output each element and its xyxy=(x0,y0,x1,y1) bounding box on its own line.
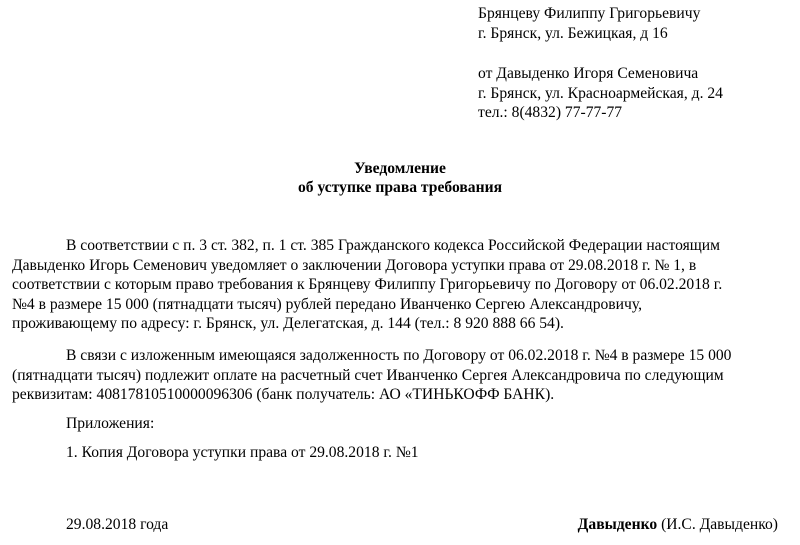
attachments-heading: Приложения: xyxy=(66,415,155,432)
paragraph-line: реквизитам: 40817810510000096306 (банк получатель: АО «ТИНЬКОФФ БАНК). xyxy=(12,386,555,403)
sender-phone: тел.: 8(4832) 77-77-77 xyxy=(478,104,623,121)
paragraph-line: В связи с изложенным имеющаяся задолженность по Договору от 06.02.2018 г. №4 в размере 15 000 xyxy=(66,347,732,364)
body-paragraph-1 xyxy=(12,236,786,334)
sender-name: от Давыденко Игоря Семеновича xyxy=(478,65,699,82)
sender-block xyxy=(478,64,788,123)
signature-date: 29.08.2018 года xyxy=(66,516,169,533)
paragraph-line: Давыденко Игорь Семенович уведомляет о заключении Договора уступки права от 29.08.2018 г. № 1, в xyxy=(12,256,697,274)
addressee-address: г. Брянск, ул. Бежицкая, д 16 xyxy=(478,24,668,42)
paragraph-line: соответствии с которым право требования к Брянцеву Филиппу Григорьевичу по Договору от 06.02.2018 г. xyxy=(12,276,723,293)
addressee-block xyxy=(478,4,788,43)
document-title: Уведомление xyxy=(354,160,446,177)
paragraph-line: проживающему по адресу: г. Брянск, ул. Делегатская, д. 144 (тел.: 8 920 888 66 54). xyxy=(12,315,564,332)
paragraph-line: №4 в размере 15 000 (пятнадцати тысяч) рублей передано Иванченко Сергею Александровичу, xyxy=(12,295,642,313)
attachment-item: 1. Копия Договора уступки права от 29.08.2018 г. №1 xyxy=(66,444,419,461)
document-subtitle: об уступке права требования xyxy=(297,179,503,196)
sender-address: г. Брянск, ул. Красноармейская, д. 24 xyxy=(478,84,723,102)
signature-block xyxy=(578,515,778,535)
paragraph-line: (пятнадцати тысяч) подлежит оплате на расчетный счет Иванченко Сергея Александровича по следующим xyxy=(12,366,724,384)
signature-name: Давыденко xyxy=(577,516,658,533)
addressee-name: Брянцеву Филиппу Григорьевичу xyxy=(478,5,701,22)
body-paragraph-2 xyxy=(12,346,786,405)
paragraph-line: В соответствии с п. 3 ст. 382, п. 1 ст. 385 Гражданского кодекса Российской Федерации настоящим xyxy=(66,237,721,254)
signature-full-name: (И.С. Давыденко) xyxy=(657,516,778,533)
